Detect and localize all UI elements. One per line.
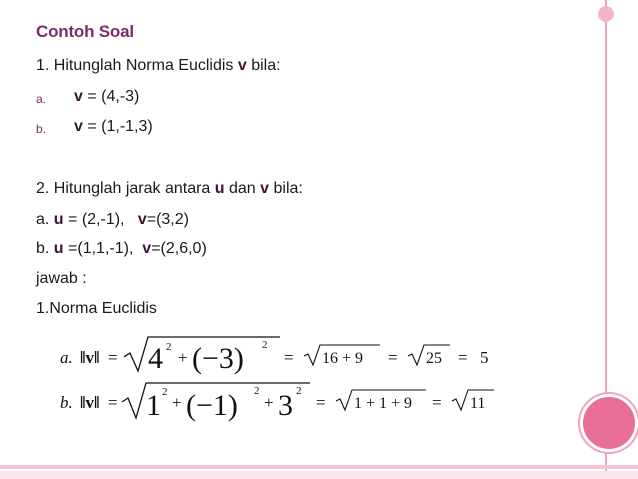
eq-b-equals-2: = xyxy=(316,393,326,412)
question-1: 1. Hitunglah Norma Euclidis v bila: xyxy=(36,57,281,74)
eq-b-exp-3: 2 xyxy=(296,385,302,397)
eq-b-label: b. xyxy=(60,393,73,412)
eq-b-radicand-3: 11 xyxy=(470,395,486,412)
eq-b-plus-1: + xyxy=(172,393,182,412)
bottom-stripe-light xyxy=(0,471,638,479)
question-2b: b. u =(1,1,-1), v=(2,6,0) xyxy=(36,240,207,257)
question-1b: v = (1,-1,3) xyxy=(74,118,153,135)
question-2: 2. Hitunglah jarak antara u dan v bila: xyxy=(36,180,303,197)
eq-a-norm: ‖v‖ xyxy=(80,348,100,367)
eq-a-exp-1: 2 xyxy=(166,341,172,353)
eq-a-label: a. xyxy=(60,348,73,367)
eq-a-radicand-3: 25 xyxy=(426,350,442,367)
eq-a-exp-2: 2 xyxy=(262,339,268,351)
equation-a xyxy=(58,333,528,382)
eq-b-radicand-2: 1 + 1 + 9 xyxy=(354,395,413,412)
eq-b-equals-3: = xyxy=(432,393,442,412)
eq-a-plus: + xyxy=(178,348,188,367)
question-2a: a. u = (2,-1), v=(3,2) xyxy=(36,211,189,228)
eq-b-norm: ‖v‖ xyxy=(80,393,100,412)
eq-a-base-2: (−3) xyxy=(192,342,244,375)
eq-b-base-2: (−1) xyxy=(186,389,238,422)
eq-a-radicand-2: 16 + 9 xyxy=(322,350,364,367)
eq-a-equals-4: = xyxy=(458,348,468,367)
eq-b-exp-1: 2 xyxy=(162,386,168,398)
eq-b-equals-1: = xyxy=(108,393,118,412)
answer-label: jawab : xyxy=(36,270,87,287)
eq-b-base-1: 1 xyxy=(146,389,161,422)
eq-b-exp-2: 2 xyxy=(254,385,260,397)
eq-a-equals-2: = xyxy=(284,348,294,367)
eq-a-result: 5 xyxy=(480,348,489,367)
eq-b-base-3: 3 xyxy=(278,389,293,422)
eq-a-equals-1: = xyxy=(108,348,118,367)
eq-a-equals-3: = xyxy=(388,348,398,367)
bottom-stripe xyxy=(0,465,638,469)
slide-title: Contoh Soal xyxy=(36,22,134,41)
item-marker-b: b. xyxy=(36,122,47,136)
section-norma-euclidis: 1.Norma Euclidis xyxy=(36,300,157,317)
eq-b-plus-2: + xyxy=(264,393,274,412)
question-1a: v = (4,-3) xyxy=(74,88,140,105)
page-number-circle xyxy=(580,394,638,452)
equation-b xyxy=(58,380,528,429)
decor-dot xyxy=(598,6,614,22)
eq-a-base-1: 4 xyxy=(148,342,163,375)
item-marker-a: a. xyxy=(36,92,47,106)
